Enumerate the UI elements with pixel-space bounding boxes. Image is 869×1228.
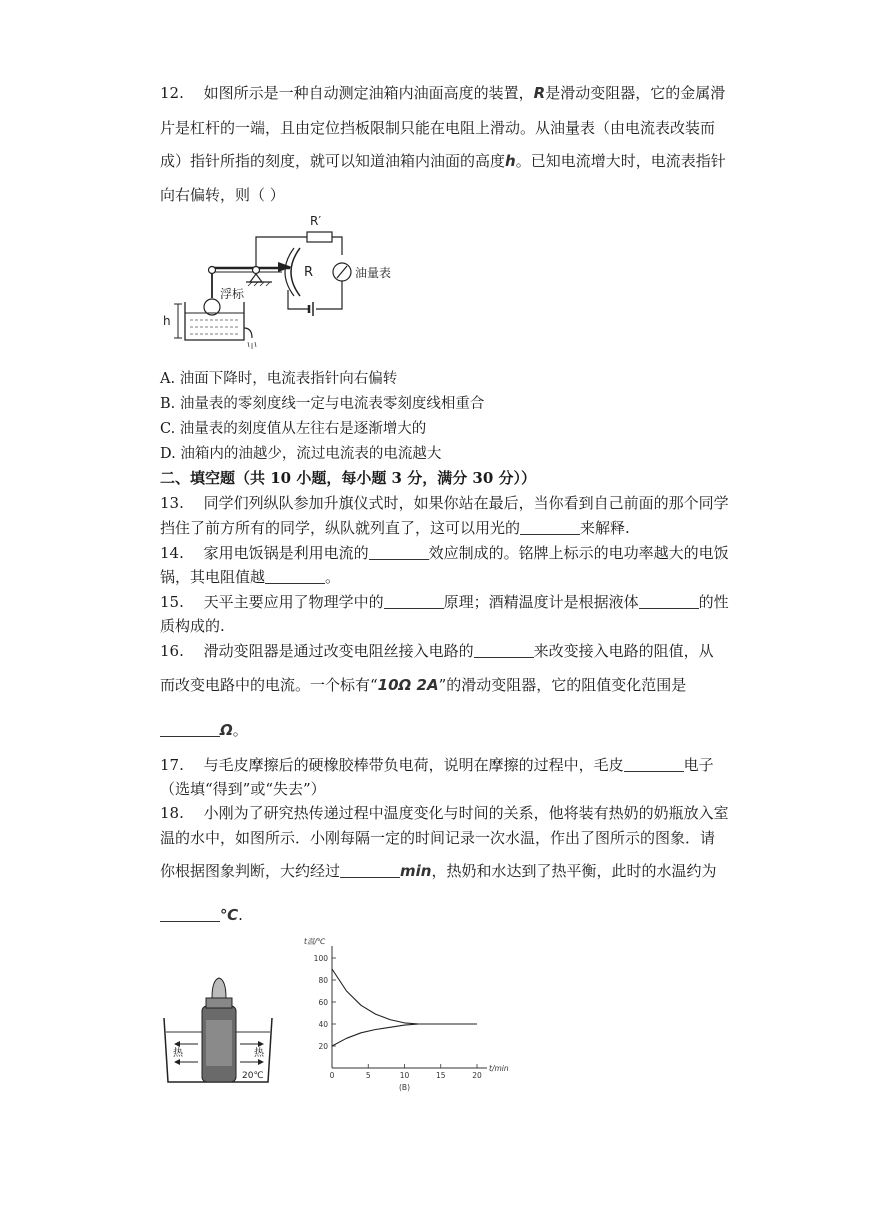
q12-line1: 12. 如图所示是一种自动测定油箱内油面高度的装置，R是滑动变阻器，它的金属滑 bbox=[160, 84, 726, 102]
blank bbox=[624, 757, 684, 772]
q12-line2: 片是杠杆的一端，且由定位挡板限制只能在电阻上滑动。从油量表（由电流表改装而 bbox=[160, 119, 716, 137]
q18-line2: 温的水中，如图所示．小刚每隔一定的时间记录一次水温，作出了图所示的图象．请 bbox=[160, 829, 716, 847]
q18-line1: 18. 小刚为了研究热传递过程中温度变化与时间的关系，他将装有热奶的奶瓶放入室 bbox=[160, 804, 729, 822]
q17-line2: （选填“得到”或“失去”） bbox=[160, 780, 326, 798]
blank bbox=[520, 520, 580, 535]
q12-option-d: D. 油箱内的油越少，流过电流表的电流越大 bbox=[160, 446, 442, 462]
x-tick-label: 0 bbox=[329, 1071, 335, 1080]
label-water-temp: 20℃ bbox=[242, 1071, 264, 1081]
label-float: 浮标 bbox=[220, 287, 245, 301]
label-h: h bbox=[163, 314, 171, 328]
x-tick-label: 20 bbox=[472, 1071, 482, 1080]
y-tick-label: 40 bbox=[318, 1020, 328, 1029]
q16-line3: Ω。 bbox=[160, 719, 248, 740]
q12-line4: 向右偏转，则（ ） bbox=[160, 186, 285, 204]
blank bbox=[474, 643, 534, 658]
y-tick-label: 80 bbox=[318, 976, 328, 985]
q12-option-a: A. 油面下降时，电流表指针向右偏转 bbox=[160, 371, 398, 387]
series-line-2 bbox=[332, 1024, 477, 1046]
q12-line3: 成）指针所指的刻度，就可以知道油箱内油面的高度h。已知电流增大时，电流表指针 bbox=[160, 152, 726, 170]
series-line-1 bbox=[332, 969, 477, 1024]
blank bbox=[384, 594, 444, 609]
x-tick-label: 15 bbox=[435, 1071, 446, 1080]
label-hot-right: 热 bbox=[254, 1048, 264, 1059]
y-axis-label: t温/℃ bbox=[304, 937, 326, 946]
bottle-in-water-figure bbox=[160, 970, 280, 1090]
pivot bbox=[253, 267, 260, 274]
y-tick-label: 60 bbox=[318, 998, 328, 1007]
chart-caption: (B) bbox=[399, 1083, 410, 1092]
rheostat-rating: 10Ω 2A bbox=[377, 676, 439, 694]
blank bbox=[639, 594, 699, 609]
resistor-r-arc bbox=[291, 248, 300, 296]
temperature-chart bbox=[295, 935, 525, 1095]
q14-line2: 锅，其电阻值越 。 bbox=[160, 568, 341, 586]
y-tick-label: 100 bbox=[313, 954, 328, 963]
x-tick-label: 10 bbox=[399, 1071, 410, 1080]
q18-line3: 你根据图象判断，大约经过 min，热奶和水达到了热平衡，此时的水温约为 bbox=[160, 862, 717, 880]
q14-line1: 14. 家用电饭锅是利用电流的 效应制成的。铭牌上标示的电功率越大的电饭 bbox=[160, 544, 729, 562]
q13-line2: 挡住了前方所有的同学，纵队就列直了，这可以用光的 来解释. bbox=[160, 519, 630, 537]
q12-option-c: C. 油量表的刻度值从左往右是逐渐增大的 bbox=[160, 421, 427, 437]
q16-line1: 16. 滑动变阻器是通过改变电阻丝接入电路的 来改变接入电路的阻值，从 bbox=[160, 642, 714, 660]
label-oil-meter: 油量表 bbox=[355, 266, 392, 280]
resistor-r-prime bbox=[307, 232, 332, 242]
blank bbox=[160, 907, 220, 922]
minute-unit: min bbox=[400, 862, 432, 880]
q15-line2: 质构成的. bbox=[160, 617, 225, 635]
blank bbox=[265, 569, 325, 584]
y-tick-label: 20 bbox=[318, 1042, 328, 1051]
celsius-unit: ℃ bbox=[220, 906, 239, 924]
q17-line1: 17. 与毛皮摩擦后的硬橡胶棒带负电荷，说明在摩擦的过程中，毛皮 电子 bbox=[160, 756, 714, 774]
label-r: R bbox=[304, 265, 314, 280]
q18-line4: ℃. bbox=[160, 906, 243, 924]
ohm-unit: Ω bbox=[220, 721, 233, 739]
q12-option-b: B. 油量表的零刻度线一定与电流表零刻度线相重合 bbox=[160, 396, 485, 412]
symbol-h: h bbox=[505, 152, 516, 170]
label-hot-left: 热 bbox=[173, 1048, 183, 1059]
oil-gauge-diagram bbox=[160, 210, 410, 360]
q15-line1: 15. 天平主要应用了物理学中的 原理；酒精温度计是根据液体 的性 bbox=[160, 593, 729, 611]
label-r-prime: R′ bbox=[310, 214, 322, 228]
section2-title: 二、填空题（共 10 小题，每小题 3 分，满分 30 分）） bbox=[160, 469, 537, 487]
q16-line2: 而改变电路中的电流。一个标有“10Ω 2A”的滑动变阻器，它的阻值变化范围是 bbox=[160, 676, 687, 694]
blank bbox=[369, 545, 429, 560]
x-axis-label: t/min bbox=[489, 1064, 509, 1073]
symbol-R: R bbox=[533, 84, 546, 102]
x-tick-label: 5 bbox=[365, 1071, 371, 1080]
blank bbox=[160, 722, 220, 737]
q13-line1: 13. 同学们列纵队参加升旗仪式时，如果你站在最后，当你看到自己前面的那个同学 bbox=[160, 494, 729, 512]
blank bbox=[340, 863, 400, 878]
